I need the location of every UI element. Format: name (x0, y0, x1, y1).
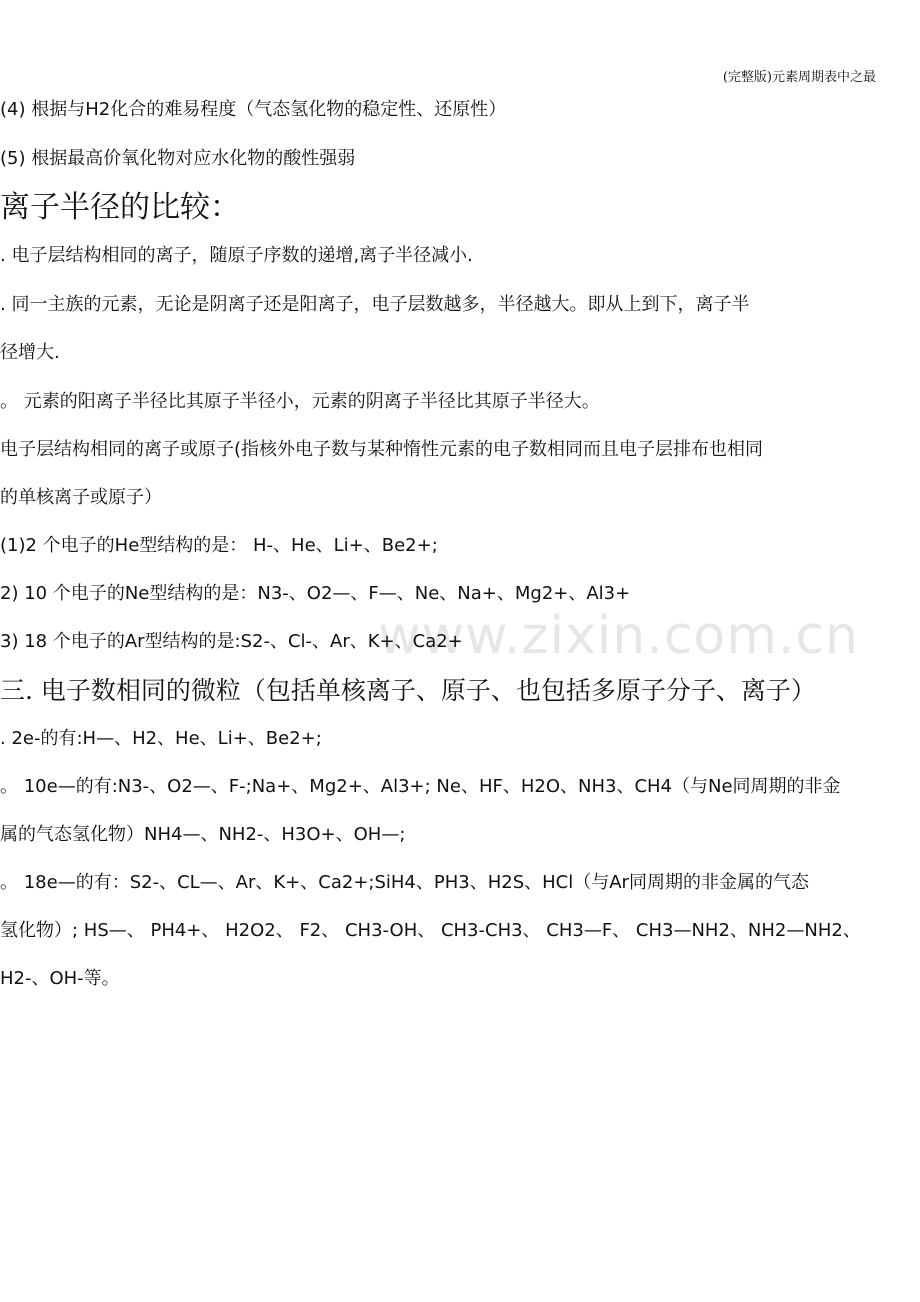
text-line-10: 2) 10 个电子的Ne型结构的是：N3-、O2—、F—、Ne、Na+、Mg2+、Al3+ (0, 583, 631, 604)
text-line-7: 电子层结构相同的离子或原子(指核外电子数与某种惰性元素的电子数相同而且电子层排布也相同 (0, 439, 764, 460)
text-line-8: 的单核离子或原子） (0, 487, 162, 508)
text-line-13: 。 10e—的有:N3-、O2—、F-;Na+、Mg2+、Al3+; Ne、HF、H2O、NH3、CH4（与Ne同周期的非金 (0, 776, 841, 797)
text-line-4: . 同一主族的元素，无论是阴离子还是阳离子，电子层数越多，半径越大。即从上到下，离子半 (0, 294, 750, 315)
text-line-3: . 电子层结构相同的离子，随原子序数的递增,离子半径减小. (0, 245, 473, 266)
text-line-9: (1)2 个电子的He型结构的是： H-、He、Li+、Be2+; (0, 535, 438, 556)
text-line-16: 氢化物）; HS—、 PH4+、 H2O2、 F2、 CH3-OH、 CH3-CH3、 CH3—F、 CH3—NH2、NH2—NH2、 (0, 920, 861, 941)
text-line-17: H2-、OH-等。 (0, 968, 120, 989)
text-line-5: 径增大. (0, 342, 60, 363)
watermark-text: www.zixin.com.cn (378, 606, 859, 666)
text-line-2: (5) 根据最高价氧化物对应水化物的酸性强弱 (0, 148, 356, 169)
section-heading-same-electrons: 三. 电子数相同的微粒（包括单核离子、原子、也包括多原子分子、离子） (0, 676, 816, 705)
text-line-15: 。 18e—的有：S2-、CL—、Ar、K+、Ca2+;SiH4、PH3、H2S、HCl（与Ar同周期的非金属的气态 (0, 872, 809, 893)
text-line-11: 3) 18 个电子的Ar型结构的是:S2-、Cl-、Ar、K+、Ca2+ (0, 631, 463, 652)
text-line-1: (4) 根据与H2化合的难易程度（气态氢化物的稳定性、还原性） (0, 99, 507, 120)
section-heading-ion-radius: 离子半径的比较： (0, 190, 240, 225)
page-header-title: (完整版)元素周期表中之最 (722, 70, 876, 85)
text-line-14: 属的气态氢化物）NH4—、NH2-、H3O+、OH—; (0, 824, 406, 845)
text-line-6: 。 元素的阳离子半径比其原子半径小，元素的阴离子半径比其原子半径大。 (0, 391, 600, 412)
text-line-12: . 2e-的有:H—、H2、He、Li+、Be2+; (0, 728, 322, 749)
